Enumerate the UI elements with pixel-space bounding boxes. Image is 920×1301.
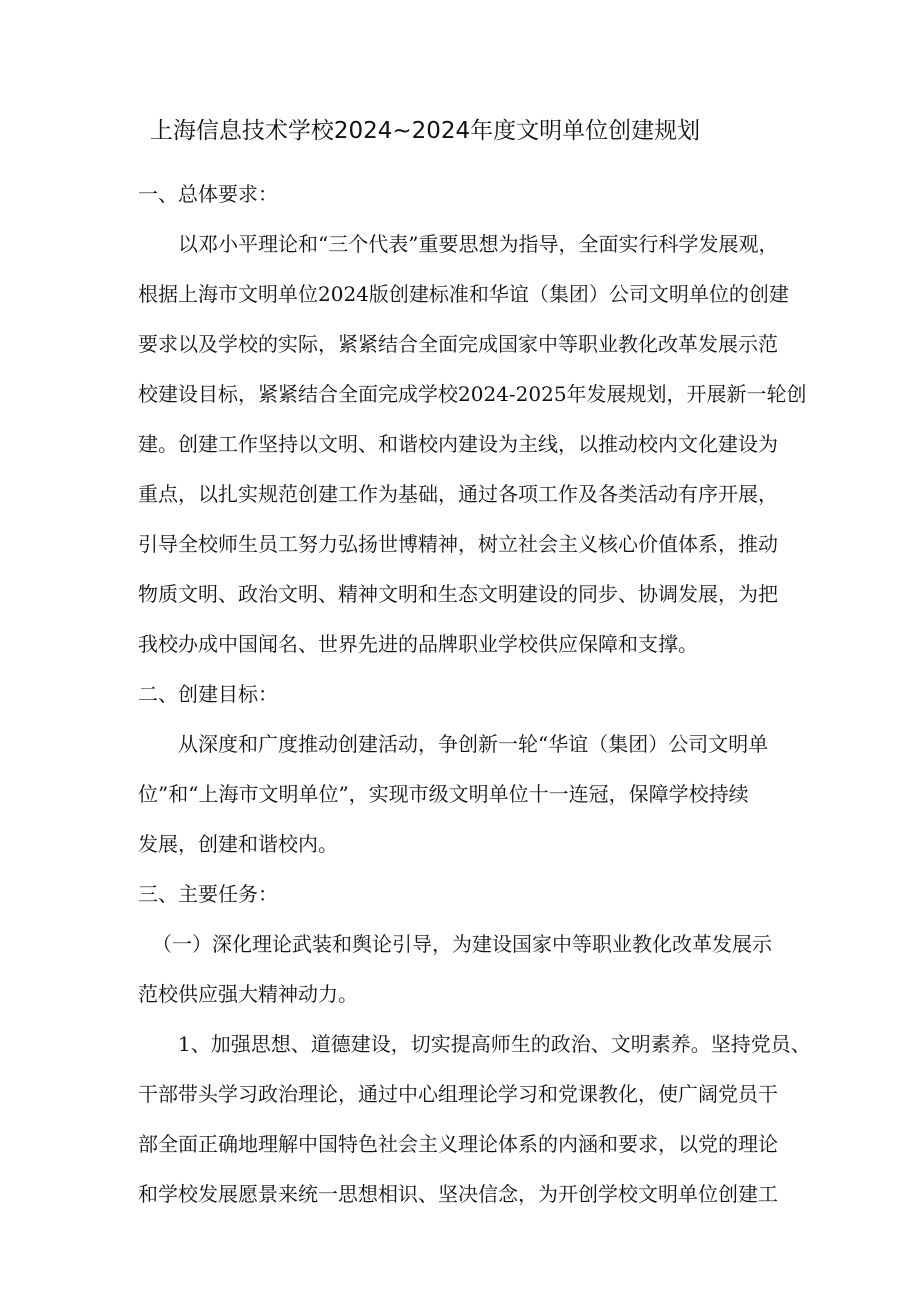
- paragraph-line: 范校供应强大精神动力。: [138, 982, 358, 1006]
- subsection-heading: （一）深化理论武装和舆论引导，为建设国家中等职业教化改革发展示: [152, 932, 772, 956]
- paragraph-line: 从深度和广度推动创建活动，争创新一轮“华谊（集团）公司文明单: [178, 732, 769, 756]
- paragraph-line: 以邓小平理论和“三个代表”重要思想为指导，全面实行科学发展观，: [178, 232, 779, 256]
- paragraph-line: 我校办成中国闻名、世界先进的品牌职业学校供应保障和支撑。: [138, 632, 698, 656]
- paragraph-line: 部全面正确地理解中国特色社会主义理论体系的内涵和要求，以党的理论: [138, 1132, 778, 1156]
- paragraph-line: 物质文明、政治文明、精神文明和生态文明建设的同步、协调发展，为把: [138, 582, 778, 606]
- section-heading-1: 一、总体要求：: [138, 182, 278, 206]
- paragraph-line: 建。创建工作坚持以文明、和谐校内建设为主线，以推动校内文化建设为: [138, 432, 778, 456]
- document-title: 上海信息技术学校2024~2024年度文明单位创建规划: [149, 118, 701, 144]
- paragraph-line: 干部带头学习政治理论，通过中心组理论学习和党课教化，使广阔党员干: [138, 1082, 778, 1106]
- paragraph-line: 根据上海市文明单位2024版创建标准和华谊（集团）公司文明单位的创建: [138, 282, 789, 306]
- paragraph-line: 要求以及学校的实际，紧紧结合全面完成国家中等职业教化改革发展示范: [138, 332, 778, 356]
- paragraph-line: 发展，创建和谐校内。: [138, 832, 338, 856]
- section-heading-2: 二、创建目标：: [138, 682, 278, 706]
- paragraph-line: 和学校发展愿景来统一思想相识、坚决信念，为开创学校文明单位创建工: [138, 1182, 778, 1206]
- paragraph-line: 重点，以扎实规范创建工作为基础，通过各项工作及各类活动有序开展，: [138, 482, 778, 506]
- paragraph-line: 校建设目标，紧紧结合全面完成学校2024-2025年发展规划，开展新一轮创: [138, 382, 807, 406]
- paragraph-line: 位”和“上海市文明单位”，实现市级文明单位十一连冠，保障学校持续: [138, 782, 749, 806]
- section-heading-3: 三、主要任务：: [138, 882, 278, 906]
- paragraph-line: 1、加强思想、道德建设，切实提高师生的政治、文明素养。坚持党员、: [178, 1032, 811, 1056]
- paragraph-line: 引导全校师生员工努力弘扬世博精神，树立社会主义核心价值体系，推动: [138, 532, 778, 556]
